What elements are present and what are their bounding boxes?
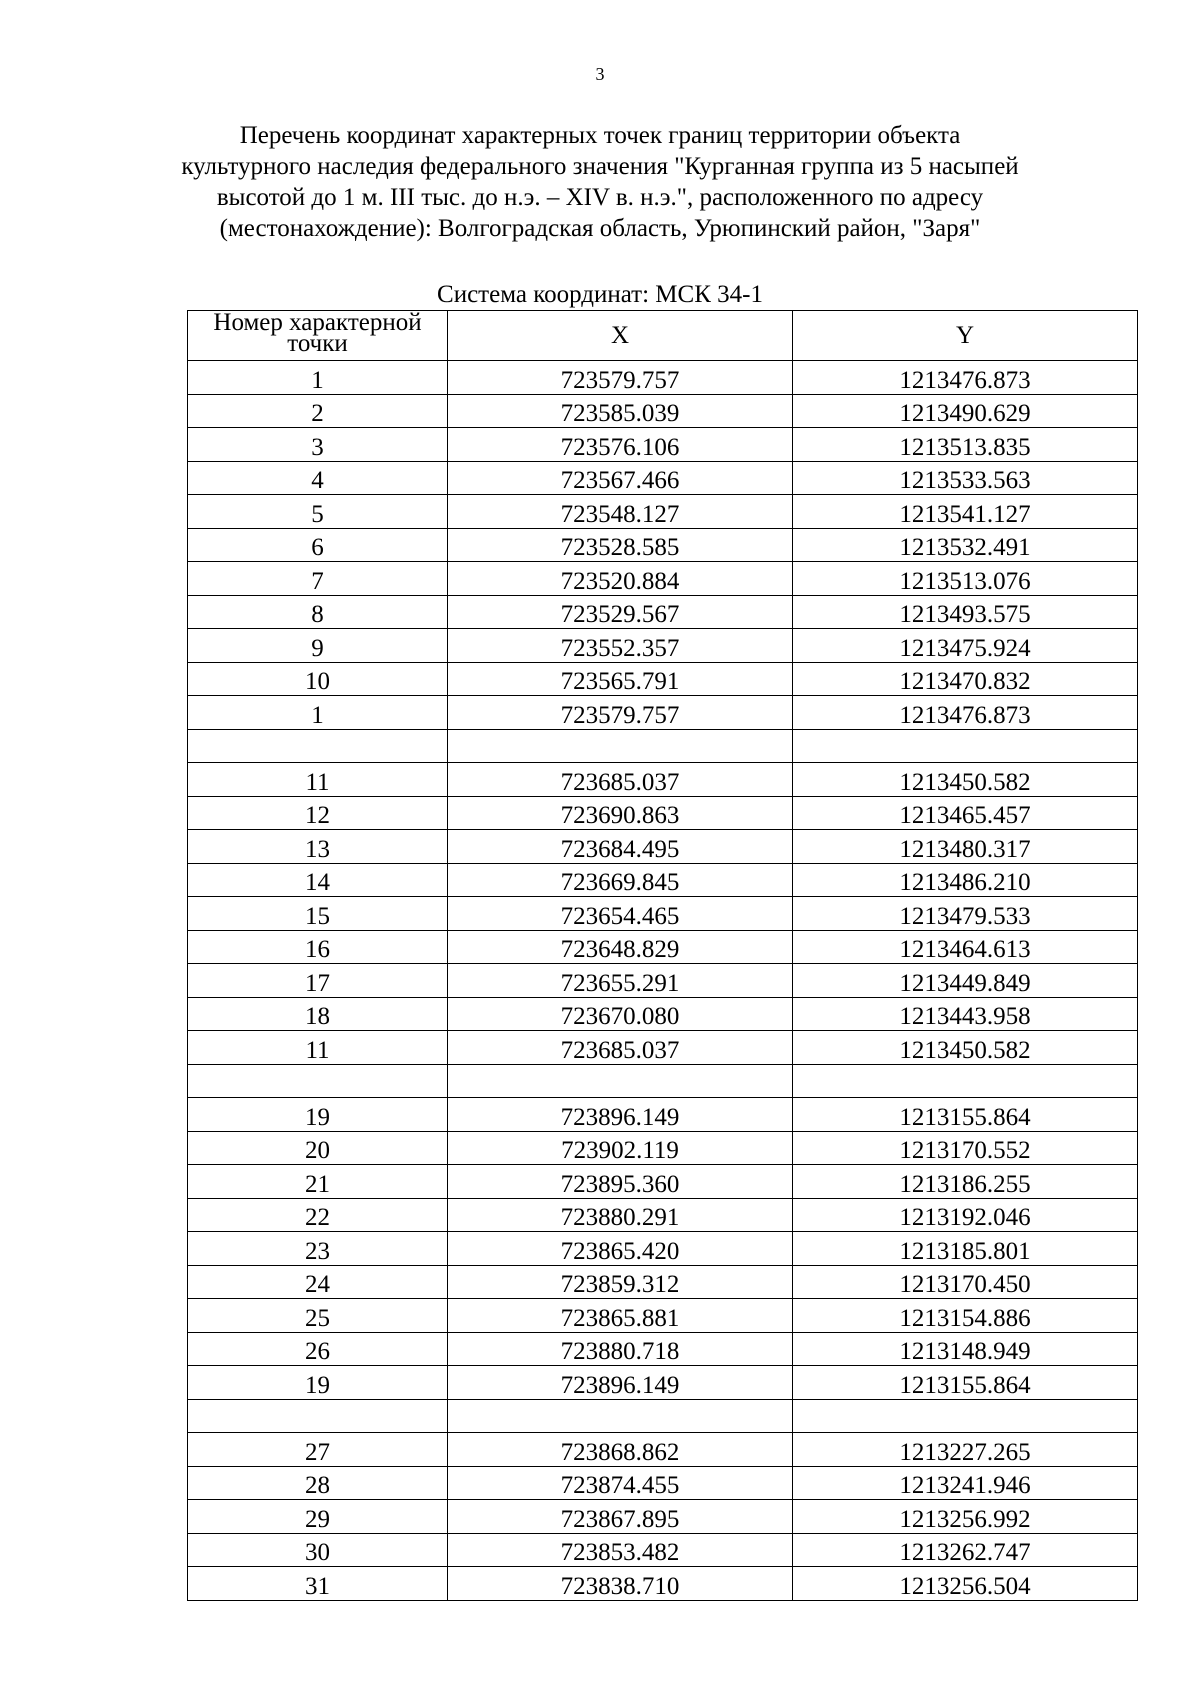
- cell-x: 723867.895: [448, 1500, 793, 1534]
- cell-point-number: 31: [188, 1567, 448, 1601]
- table-row: [188, 1399, 1138, 1433]
- document-title: [150, 120, 1050, 244]
- cell-point-number: 3: [188, 428, 448, 462]
- cell-point-number: 6: [188, 528, 448, 562]
- cell-point-number: 26: [188, 1332, 448, 1366]
- coordinate-system-caption: Система координат: МСК 34-1: [437, 281, 763, 308]
- cell-x: [448, 1064, 793, 1098]
- cell-y: 1213450.582: [793, 763, 1138, 797]
- cell-y: 1213170.450: [793, 1265, 1138, 1299]
- cell-point-number: 4: [188, 461, 448, 495]
- cell-y: 1213476.873: [793, 361, 1138, 395]
- cell-x: 723529.567: [448, 595, 793, 629]
- cell-x: 723896.149: [448, 1366, 793, 1400]
- cell-point-number: 14: [188, 863, 448, 897]
- cell-x: 723685.037: [448, 763, 793, 797]
- cell-x: 723838.710: [448, 1567, 793, 1601]
- cell-y: 1213449.849: [793, 964, 1138, 998]
- cell-y: [793, 1064, 1138, 1098]
- cell-x: 723865.420: [448, 1232, 793, 1266]
- column-header-point-number: Номер характерной точки: [188, 311, 448, 361]
- table-row: [188, 930, 1138, 964]
- table-row: [188, 1064, 1138, 1098]
- table-row: [188, 394, 1138, 428]
- cell-y: 1213185.801: [793, 1232, 1138, 1266]
- table-row: [188, 1131, 1138, 1165]
- cell-point-number: 28: [188, 1466, 448, 1500]
- cell-point-number: 5: [188, 495, 448, 529]
- cell-x: 723579.757: [448, 361, 793, 395]
- table-row: [188, 796, 1138, 830]
- table-row: [188, 629, 1138, 663]
- cell-x: 723565.791: [448, 662, 793, 696]
- cell-y: 1213256.992: [793, 1500, 1138, 1534]
- cell-y: 1213241.946: [793, 1466, 1138, 1500]
- cell-x: 723648.829: [448, 930, 793, 964]
- table-row: [188, 595, 1138, 629]
- coordinates-table: [187, 310, 1138, 1601]
- cell-point-number: [188, 729, 448, 763]
- title-line: высотой до 1 м. III тыс. до н.э. – XIV в. н.э.", расположенного по адресу: [216, 184, 984, 211]
- table-row: [188, 696, 1138, 730]
- cell-y: 1213480.317: [793, 830, 1138, 864]
- cell-x: 723685.037: [448, 1031, 793, 1065]
- title-line: (местонахождение): Волгоградская область, Урюпинский район, "Заря": [219, 215, 981, 242]
- cell-point-number: 11: [188, 763, 448, 797]
- cell-point-number: [188, 1399, 448, 1433]
- cell-point-number: 10: [188, 662, 448, 696]
- table-row: [188, 361, 1138, 395]
- table-row: [188, 1198, 1138, 1232]
- cell-x: 723670.080: [448, 997, 793, 1031]
- cell-x: [448, 729, 793, 763]
- cell-y: 1213443.958: [793, 997, 1138, 1031]
- cell-point-number: 15: [188, 897, 448, 931]
- cell-x: 723880.718: [448, 1332, 793, 1366]
- cell-x: 723520.884: [448, 562, 793, 596]
- cell-y: 1213541.127: [793, 495, 1138, 529]
- cell-x: 723548.127: [448, 495, 793, 529]
- cell-point-number: 24: [188, 1265, 448, 1299]
- column-header-y: Y: [793, 311, 1138, 361]
- cell-y: 1213155.864: [793, 1098, 1138, 1132]
- cell-x: 723874.455: [448, 1466, 793, 1500]
- cell-y: 1213493.575: [793, 595, 1138, 629]
- cell-point-number: 20: [188, 1131, 448, 1165]
- table-row: [188, 1265, 1138, 1299]
- cell-y: 1213262.747: [793, 1533, 1138, 1567]
- table-row: [188, 897, 1138, 931]
- table-row: [188, 763, 1138, 797]
- table-row: [188, 830, 1138, 864]
- table-row: [188, 1098, 1138, 1132]
- cell-point-number: 13: [188, 830, 448, 864]
- cell-x: 723552.357: [448, 629, 793, 663]
- cell-y: 1213170.552: [793, 1131, 1138, 1165]
- cell-y: [793, 729, 1138, 763]
- cell-point-number: 19: [188, 1366, 448, 1400]
- table-row: [188, 1332, 1138, 1366]
- cell-y: 1213475.924: [793, 629, 1138, 663]
- table-row: [188, 562, 1138, 596]
- cell-point-number: 18: [188, 997, 448, 1031]
- cell-y: 1213154.886: [793, 1299, 1138, 1333]
- cell-x: 723896.149: [448, 1098, 793, 1132]
- cell-point-number: 29: [188, 1500, 448, 1534]
- cell-point-number: 12: [188, 796, 448, 830]
- cell-y: 1213513.076: [793, 562, 1138, 596]
- cell-x: 723684.495: [448, 830, 793, 864]
- table-body: [188, 361, 1138, 1601]
- cell-point-number: 1: [188, 696, 448, 730]
- cell-y: 1213486.210: [793, 863, 1138, 897]
- cell-y: 1213490.629: [793, 394, 1138, 428]
- cell-y: 1213450.582: [793, 1031, 1138, 1065]
- table-row: [188, 729, 1138, 763]
- cell-y: 1213256.504: [793, 1567, 1138, 1601]
- cell-x: 723859.312: [448, 1265, 793, 1299]
- cell-point-number: 16: [188, 930, 448, 964]
- table-row: [188, 1433, 1138, 1467]
- cell-point-number: 22: [188, 1198, 448, 1232]
- cell-x: 723865.881: [448, 1299, 793, 1333]
- table-row: [188, 1165, 1138, 1199]
- cell-y: 1213186.255: [793, 1165, 1138, 1199]
- cell-point-number: 23: [188, 1232, 448, 1266]
- table-row: [188, 1567, 1138, 1601]
- table-row: [188, 1533, 1138, 1567]
- cell-y: 1213532.491: [793, 528, 1138, 562]
- cell-point-number: 30: [188, 1533, 448, 1567]
- table-row: [188, 964, 1138, 998]
- cell-y: 1213465.457: [793, 796, 1138, 830]
- table-row: [188, 997, 1138, 1031]
- table-row: [188, 1500, 1138, 1534]
- cell-x: 723669.845: [448, 863, 793, 897]
- cell-point-number: 19: [188, 1098, 448, 1132]
- cell-y: 1213227.265: [793, 1433, 1138, 1467]
- cell-point-number: [188, 1064, 448, 1098]
- cell-y: 1213476.873: [793, 696, 1138, 730]
- cell-point-number: 7: [188, 562, 448, 596]
- column-header-x: X: [448, 311, 793, 361]
- table-row: [188, 1299, 1138, 1333]
- cell-point-number: 25: [188, 1299, 448, 1333]
- cell-y: 1213470.832: [793, 662, 1138, 696]
- cell-x: 723902.119: [448, 1131, 793, 1165]
- cell-x: 723528.585: [448, 528, 793, 562]
- cell-x: 723567.466: [448, 461, 793, 495]
- cell-y: 1213479.533: [793, 897, 1138, 931]
- cell-point-number: 8: [188, 595, 448, 629]
- cell-y: 1213464.613: [793, 930, 1138, 964]
- cell-x: 723655.291: [448, 964, 793, 998]
- cell-x: 723576.106: [448, 428, 793, 462]
- table-row: [188, 1466, 1138, 1500]
- cell-y: 1213192.046: [793, 1198, 1138, 1232]
- cell-point-number: 1: [188, 361, 448, 395]
- cell-point-number: 17: [188, 964, 448, 998]
- cell-y: 1213533.563: [793, 461, 1138, 495]
- table-row: [188, 528, 1138, 562]
- title-line: Перечень координат характерных точек границ территории объекта: [239, 122, 961, 149]
- table-row: [188, 461, 1138, 495]
- cell-point-number: 9: [188, 629, 448, 663]
- cell-x: 723895.360: [448, 1165, 793, 1199]
- table-row: [188, 863, 1138, 897]
- cell-x: 723654.465: [448, 897, 793, 931]
- title-line: культурного наследия федерального значения "Курганная группа из 5 насыпей: [181, 153, 1019, 180]
- cell-point-number: 21: [188, 1165, 448, 1199]
- cell-y: 1213148.949: [793, 1332, 1138, 1366]
- table-row: [188, 1366, 1138, 1400]
- cell-point-number: 2: [188, 394, 448, 428]
- cell-y: 1213155.864: [793, 1366, 1138, 1400]
- cell-y: 1213513.835: [793, 428, 1138, 462]
- cell-x: 723585.039: [448, 394, 793, 428]
- cell-x: [448, 1399, 793, 1433]
- cell-x: 723853.482: [448, 1533, 793, 1567]
- cell-point-number: 11: [188, 1031, 448, 1065]
- table-row: [188, 662, 1138, 696]
- table-row: [188, 1031, 1138, 1065]
- cell-x: 723690.863: [448, 796, 793, 830]
- cell-point-number: 27: [188, 1433, 448, 1467]
- cell-x: 723880.291: [448, 1198, 793, 1232]
- table-row: [188, 1232, 1138, 1266]
- table-row: [188, 495, 1138, 529]
- cell-x: 723868.862: [448, 1433, 793, 1467]
- cell-x: 723579.757: [448, 696, 793, 730]
- page-number: 3: [595, 64, 605, 84]
- table-header-row: [188, 311, 1138, 361]
- cell-y: [793, 1399, 1138, 1433]
- table-row: [188, 428, 1138, 462]
